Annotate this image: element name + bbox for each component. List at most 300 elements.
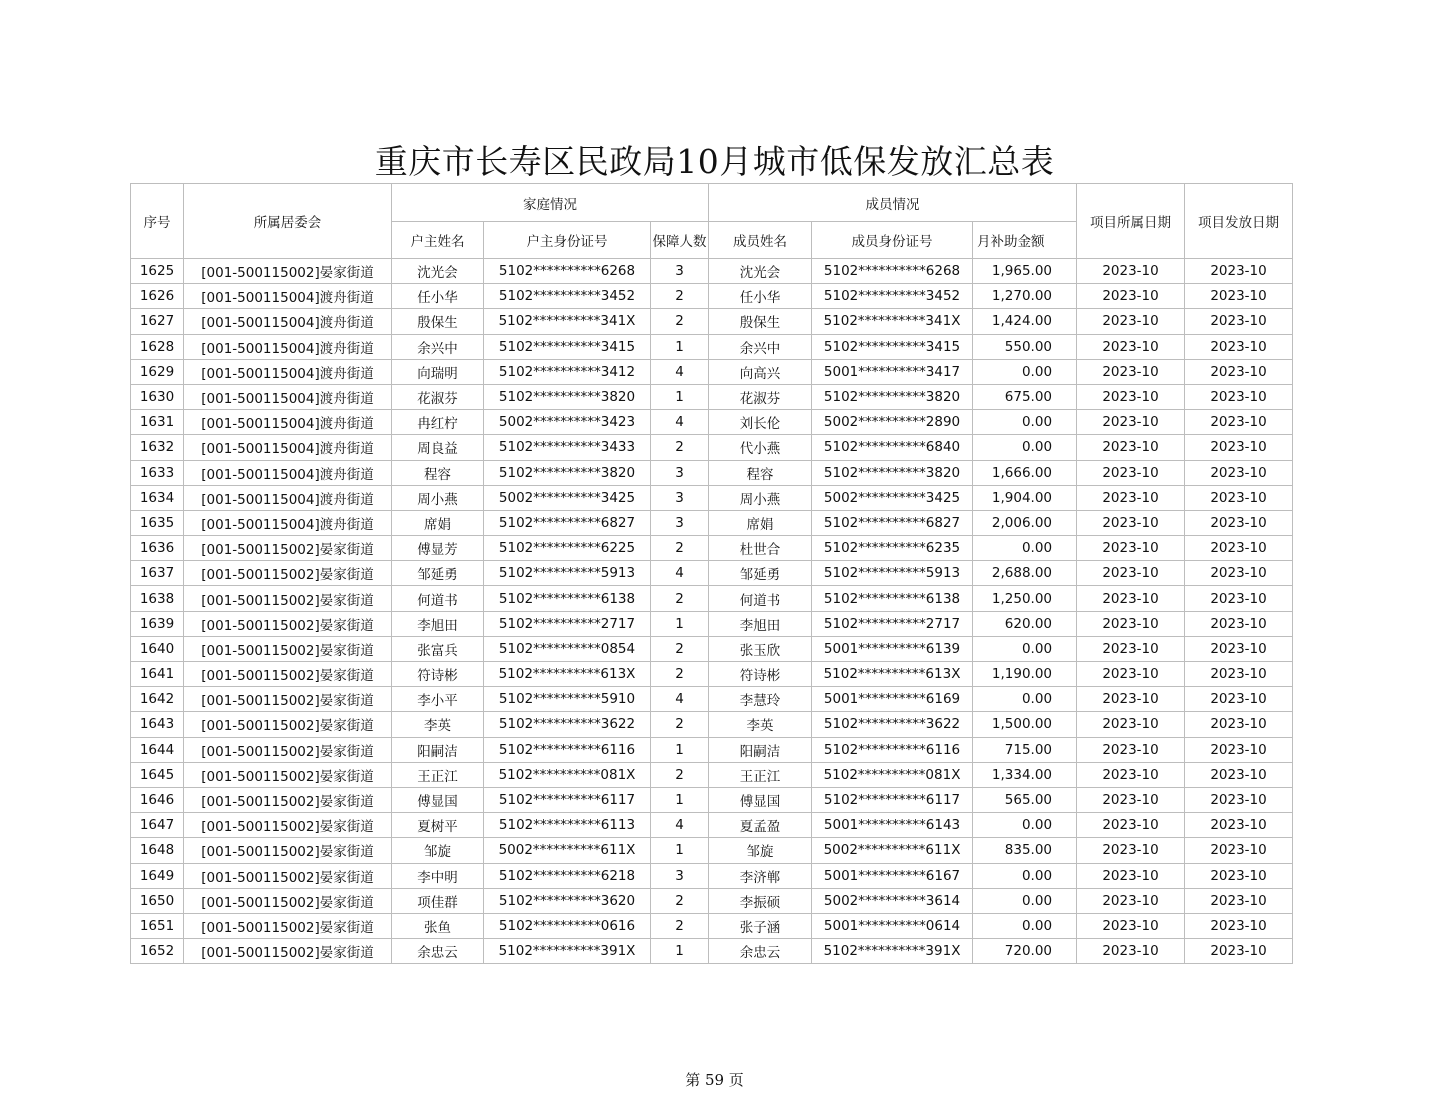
table-row (131, 712, 1293, 737)
member-name-cell: 余兴中 (709, 334, 812, 359)
header-monthly-amount: 月补助金额 (973, 222, 1077, 259)
covered-cell: 4 (651, 561, 709, 586)
member-name-cell: 向高兴 (709, 359, 812, 384)
seq-cell: 1647 (131, 813, 184, 838)
community-cell: [001-500115002]晏家街道 (184, 687, 392, 712)
issue-date-cell: 2023-10 (1185, 334, 1293, 359)
member-id-cell: 5102**********6117 (812, 787, 973, 812)
head-name-cell: 李旭田 (392, 611, 484, 636)
community-cell: [001-500115002]晏家街道 (184, 813, 392, 838)
head-id-cell: 5002**********3423 (484, 410, 651, 435)
issue-date-cell: 2023-10 (1185, 913, 1293, 938)
member-name-cell: 杜世合 (709, 536, 812, 561)
table-row (131, 259, 1293, 284)
belong-date-cell: 2023-10 (1077, 813, 1185, 838)
covered-cell: 1 (651, 939, 709, 964)
table-row (131, 687, 1293, 712)
community-cell: [001-500115002]晏家街道 (184, 662, 392, 687)
member-id-cell: 5102**********5913 (812, 561, 973, 586)
belong-date-cell: 2023-10 (1077, 712, 1185, 737)
member-id-cell: 5102**********3622 (812, 712, 973, 737)
header-member-group: 成员情况 (709, 184, 1077, 222)
head-name-cell: 阳嗣洁 (392, 737, 484, 762)
belong-date-cell: 2023-10 (1077, 259, 1185, 284)
seq-cell: 1627 (131, 309, 184, 334)
head-id-cell: 5102**********3433 (484, 435, 651, 460)
table-row (131, 410, 1293, 435)
head-id-cell: 5102**********0854 (484, 636, 651, 661)
member-id-cell: 5002**********3425 (812, 485, 973, 510)
head-name-cell: 张富兵 (392, 636, 484, 661)
community-cell: [001-500115004]渡舟街道 (184, 435, 392, 460)
issue-date-cell: 2023-10 (1185, 762, 1293, 787)
member-name-cell: 傅显国 (709, 787, 812, 812)
member-name-cell: 符诗彬 (709, 662, 812, 687)
head-name-cell: 符诗彬 (392, 662, 484, 687)
head-id-cell: 5002**********3425 (484, 485, 651, 510)
community-cell: [001-500115002]晏家街道 (184, 863, 392, 888)
amount-cell: 715.00 (973, 737, 1077, 762)
covered-cell: 4 (651, 813, 709, 838)
belong-date-cell: 2023-10 (1077, 913, 1185, 938)
covered-cell: 1 (651, 334, 709, 359)
covered-cell: 1 (651, 838, 709, 863)
header-seq: 序号 (131, 184, 184, 259)
member-name-cell: 何道书 (709, 586, 812, 611)
member-name-cell: 任小华 (709, 284, 812, 309)
issue-date-cell: 2023-10 (1185, 813, 1293, 838)
belong-date-cell: 2023-10 (1077, 410, 1185, 435)
table-row (131, 309, 1293, 334)
header-community: 所属居委会 (184, 184, 392, 259)
member-name-cell: 花淑芬 (709, 384, 812, 409)
covered-cell: 2 (651, 636, 709, 661)
head-id-cell: 5102**********613X (484, 662, 651, 687)
table-row (131, 561, 1293, 586)
member-name-cell: 李旭田 (709, 611, 812, 636)
head-id-cell: 5102**********3415 (484, 334, 651, 359)
table-row (131, 863, 1293, 888)
covered-cell: 2 (651, 309, 709, 334)
head-id-cell: 5102**********6138 (484, 586, 651, 611)
member-name-cell: 余忠云 (709, 939, 812, 964)
member-id-cell: 5102**********6268 (812, 259, 973, 284)
member-name-cell: 阳嗣洁 (709, 737, 812, 762)
member-id-cell: 5102**********3415 (812, 334, 973, 359)
head-name-cell: 李小平 (392, 687, 484, 712)
belong-date-cell: 2023-10 (1077, 485, 1185, 510)
head-id-cell: 5102**********3620 (484, 888, 651, 913)
head-name-cell: 傅显芳 (392, 536, 484, 561)
head-id-cell: 5102**********391X (484, 939, 651, 964)
member-id-cell: 5002**********3614 (812, 888, 973, 913)
header-issue-date: 项目发放日期 (1185, 184, 1293, 259)
head-id-cell: 5102**********341X (484, 309, 651, 334)
member-name-cell: 王正江 (709, 762, 812, 787)
table-row (131, 737, 1293, 762)
issue-date-cell: 2023-10 (1185, 888, 1293, 913)
member-name-cell: 殷保生 (709, 309, 812, 334)
issue-date-cell: 2023-10 (1185, 863, 1293, 888)
amount-cell: 1,965.00 (973, 259, 1077, 284)
community-cell: [001-500115002]晏家街道 (184, 762, 392, 787)
table-row (131, 460, 1293, 485)
seq-cell: 1635 (131, 510, 184, 535)
table-row (131, 334, 1293, 359)
head-id-cell: 5102**********6225 (484, 536, 651, 561)
belong-date-cell: 2023-10 (1077, 762, 1185, 787)
member-id-cell: 5102**********391X (812, 939, 973, 964)
issue-date-cell: 2023-10 (1185, 485, 1293, 510)
seq-cell: 1637 (131, 561, 184, 586)
amount-cell: 0.00 (973, 359, 1077, 384)
amount-cell: 0.00 (973, 863, 1077, 888)
community-cell: [001-500115004]渡舟街道 (184, 460, 392, 485)
member-name-cell: 李慧玲 (709, 687, 812, 712)
table-body (131, 259, 1293, 964)
table-row (131, 536, 1293, 561)
seq-cell: 1625 (131, 259, 184, 284)
seq-cell: 1630 (131, 384, 184, 409)
member-name-cell: 李济郸 (709, 863, 812, 888)
issue-date-cell: 2023-10 (1185, 460, 1293, 485)
page-title: 重庆市长寿区民政局10月城市低保发放汇总表 (374, 142, 1055, 181)
head-name-cell: 席娟 (392, 510, 484, 535)
issue-date-cell: 2023-10 (1185, 939, 1293, 964)
community-cell: [001-500115004]渡舟街道 (184, 334, 392, 359)
issue-date-cell: 2023-10 (1185, 536, 1293, 561)
head-id-cell: 5102**********6117 (484, 787, 651, 812)
table-row (131, 485, 1293, 510)
covered-cell: 1 (651, 611, 709, 636)
covered-cell: 4 (651, 687, 709, 712)
belong-date-cell: 2023-10 (1077, 838, 1185, 863)
amount-cell: 1,250.00 (973, 586, 1077, 611)
belong-date-cell: 2023-10 (1077, 662, 1185, 687)
community-cell: [001-500115002]晏家街道 (184, 259, 392, 284)
member-name-cell: 沈光会 (709, 259, 812, 284)
member-id-cell: 5102**********6840 (812, 435, 973, 460)
head-id-cell: 5102**********6218 (484, 863, 651, 888)
member-id-cell: 5102**********3820 (812, 460, 973, 485)
member-name-cell: 代小燕 (709, 435, 812, 460)
issue-date-cell: 2023-10 (1185, 636, 1293, 661)
issue-date-cell: 2023-10 (1185, 787, 1293, 812)
head-name-cell: 傅显国 (392, 787, 484, 812)
table-row (131, 636, 1293, 661)
head-name-cell: 任小华 (392, 284, 484, 309)
member-id-cell: 5102**********081X (812, 762, 973, 787)
head-id-cell: 5102**********0616 (484, 913, 651, 938)
belong-date-cell: 2023-10 (1077, 435, 1185, 460)
community-cell: [001-500115002]晏家街道 (184, 536, 392, 561)
belong-date-cell: 2023-10 (1077, 510, 1185, 535)
head-name-cell: 程容 (392, 460, 484, 485)
amount-cell: 675.00 (973, 384, 1077, 409)
seq-cell: 1648 (131, 838, 184, 863)
amount-cell: 1,904.00 (973, 485, 1077, 510)
amount-cell: 1,666.00 (973, 460, 1077, 485)
head-id-cell: 5102**********5913 (484, 561, 651, 586)
community-cell: [001-500115002]晏家街道 (184, 838, 392, 863)
member-name-cell: 席娟 (709, 510, 812, 535)
covered-cell: 2 (651, 435, 709, 460)
member-id-cell: 5002**********611X (812, 838, 973, 863)
member-name-cell: 邹旋 (709, 838, 812, 863)
member-id-cell: 5001**********6167 (812, 863, 973, 888)
head-name-cell: 余忠云 (392, 939, 484, 964)
head-name-cell: 李中明 (392, 863, 484, 888)
issue-date-cell: 2023-10 (1185, 586, 1293, 611)
seq-cell: 1651 (131, 913, 184, 938)
member-id-cell: 5102**********3452 (812, 284, 973, 309)
member-id-cell: 5002**********2890 (812, 410, 973, 435)
seq-cell: 1646 (131, 787, 184, 812)
table-row (131, 284, 1293, 309)
member-id-cell: 5102**********6116 (812, 737, 973, 762)
amount-cell: 0.00 (973, 813, 1077, 838)
belong-date-cell: 2023-10 (1077, 787, 1185, 812)
member-name-cell: 程容 (709, 460, 812, 485)
issue-date-cell: 2023-10 (1185, 410, 1293, 435)
amount-cell: 1,334.00 (973, 762, 1077, 787)
head-id-cell: 5102**********2717 (484, 611, 651, 636)
seq-cell: 1629 (131, 359, 184, 384)
header-covered: 保障人数 (651, 222, 709, 259)
head-name-cell: 项佳群 (392, 888, 484, 913)
community-cell: [001-500115002]晏家街道 (184, 586, 392, 611)
covered-cell: 1 (651, 384, 709, 409)
member-id-cell: 5102**********6827 (812, 510, 973, 535)
head-name-cell: 李英 (392, 712, 484, 737)
amount-cell: 1,424.00 (973, 309, 1077, 334)
head-id-cell: 5102**********3820 (484, 460, 651, 485)
covered-cell: 1 (651, 787, 709, 812)
head-name-cell: 殷保生 (392, 309, 484, 334)
covered-cell: 2 (651, 762, 709, 787)
head-name-cell: 冉红柠 (392, 410, 484, 435)
member-id-cell: 5102**********341X (812, 309, 973, 334)
issue-date-cell: 2023-10 (1185, 284, 1293, 309)
table-row (131, 359, 1293, 384)
member-name-cell: 张玉欣 (709, 636, 812, 661)
member-id-cell: 5102**********6235 (812, 536, 973, 561)
amount-cell: 0.00 (973, 536, 1077, 561)
issue-date-cell: 2023-10 (1185, 662, 1293, 687)
belong-date-cell: 2023-10 (1077, 636, 1185, 661)
head-name-cell: 何道书 (392, 586, 484, 611)
covered-cell: 2 (651, 712, 709, 737)
seq-cell: 1650 (131, 888, 184, 913)
head-name-cell: 张鱼 (392, 913, 484, 938)
community-cell: [001-500115004]渡舟街道 (184, 510, 392, 535)
head-name-cell: 向瑞明 (392, 359, 484, 384)
amount-cell: 1,500.00 (973, 712, 1077, 737)
belong-date-cell: 2023-10 (1077, 284, 1185, 309)
head-id-cell: 5102**********3622 (484, 712, 651, 737)
amount-cell: 0.00 (973, 636, 1077, 661)
belong-date-cell: 2023-10 (1077, 863, 1185, 888)
issue-date-cell: 2023-10 (1185, 435, 1293, 460)
table-row (131, 662, 1293, 687)
community-cell: [001-500115002]晏家街道 (184, 913, 392, 938)
amount-cell: 565.00 (973, 787, 1077, 812)
belong-date-cell: 2023-10 (1077, 359, 1185, 384)
issue-date-cell: 2023-10 (1185, 611, 1293, 636)
covered-cell: 3 (651, 485, 709, 510)
community-cell: [001-500115002]晏家街道 (184, 888, 392, 913)
issue-date-cell: 2023-10 (1185, 309, 1293, 334)
head-name-cell: 夏树平 (392, 813, 484, 838)
amount-cell: 2,688.00 (973, 561, 1077, 586)
amount-cell: 2,006.00 (973, 510, 1077, 535)
head-name-cell: 王正江 (392, 762, 484, 787)
covered-cell: 3 (651, 259, 709, 284)
belong-date-cell: 2023-10 (1077, 384, 1185, 409)
issue-date-cell: 2023-10 (1185, 687, 1293, 712)
head-id-cell: 5102**********3452 (484, 284, 651, 309)
belong-date-cell: 2023-10 (1077, 939, 1185, 964)
header-belong-date: 项目所属日期 (1077, 184, 1185, 259)
head-name-cell: 余兴中 (392, 334, 484, 359)
covered-cell: 3 (651, 460, 709, 485)
header-member-name: 成员姓名 (709, 222, 812, 259)
community-cell: [001-500115004]渡舟街道 (184, 485, 392, 510)
covered-cell: 2 (651, 536, 709, 561)
community-cell: [001-500115004]渡舟街道 (184, 384, 392, 409)
covered-cell: 3 (651, 863, 709, 888)
seq-cell: 1626 (131, 284, 184, 309)
head-name-cell: 邹旋 (392, 838, 484, 863)
issue-date-cell: 2023-10 (1185, 510, 1293, 535)
table-row (131, 838, 1293, 863)
community-cell: [001-500115002]晏家街道 (184, 737, 392, 762)
amount-cell: 1,270.00 (973, 284, 1077, 309)
community-cell: [001-500115004]渡舟街道 (184, 410, 392, 435)
belong-date-cell: 2023-10 (1077, 888, 1185, 913)
head-id-cell: 5102**********3820 (484, 384, 651, 409)
table-row (131, 888, 1293, 913)
seq-cell: 1644 (131, 737, 184, 762)
seq-cell: 1642 (131, 687, 184, 712)
seq-cell: 1649 (131, 863, 184, 888)
member-id-cell: 5102**********6138 (812, 586, 973, 611)
head-id-cell: 5102**********6827 (484, 510, 651, 535)
member-name-cell: 刘长伦 (709, 410, 812, 435)
community-cell: [001-500115002]晏家街道 (184, 561, 392, 586)
page-number: 第 59 页 (685, 1071, 744, 1089)
amount-cell: 0.00 (973, 687, 1077, 712)
header-head-name: 户主姓名 (392, 222, 484, 259)
member-name-cell: 周小燕 (709, 485, 812, 510)
amount-cell: 550.00 (973, 334, 1077, 359)
seq-cell: 1652 (131, 939, 184, 964)
seq-cell: 1638 (131, 586, 184, 611)
head-name-cell: 沈光会 (392, 259, 484, 284)
issue-date-cell: 2023-10 (1185, 737, 1293, 762)
seq-cell: 1632 (131, 435, 184, 460)
table-row (131, 813, 1293, 838)
covered-cell: 4 (651, 410, 709, 435)
belong-date-cell: 2023-10 (1077, 687, 1185, 712)
belong-date-cell: 2023-10 (1077, 586, 1185, 611)
belong-date-cell: 2023-10 (1077, 309, 1185, 334)
table-header (131, 184, 1293, 259)
member-id-cell: 5102**********2717 (812, 611, 973, 636)
head-name-cell: 邹延勇 (392, 561, 484, 586)
amount-cell: 0.00 (973, 888, 1077, 913)
header-member-id: 成员身份证号 (812, 222, 973, 259)
member-name-cell: 李振硕 (709, 888, 812, 913)
belong-date-cell: 2023-10 (1077, 334, 1185, 359)
amount-cell: 0.00 (973, 410, 1077, 435)
seq-cell: 1634 (131, 485, 184, 510)
head-id-cell: 5002**********611X (484, 838, 651, 863)
community-cell: [001-500115002]晏家街道 (184, 611, 392, 636)
seq-cell: 1641 (131, 662, 184, 687)
table-row (131, 384, 1293, 409)
community-cell: [001-500115004]渡舟街道 (184, 284, 392, 309)
member-id-cell: 5001**********0614 (812, 913, 973, 938)
amount-cell: 720.00 (973, 939, 1077, 964)
table-row (131, 510, 1293, 535)
seq-cell: 1643 (131, 712, 184, 737)
member-id-cell: 5001**********6169 (812, 687, 973, 712)
table-row (131, 787, 1293, 812)
covered-cell: 2 (651, 888, 709, 913)
issue-date-cell: 2023-10 (1185, 259, 1293, 284)
allowance-table (130, 183, 1293, 964)
covered-cell: 2 (651, 586, 709, 611)
community-cell: [001-500115002]晏家街道 (184, 636, 392, 661)
belong-date-cell: 2023-10 (1077, 536, 1185, 561)
head-name-cell: 周小燕 (392, 485, 484, 510)
belong-date-cell: 2023-10 (1077, 737, 1185, 762)
table-row (131, 762, 1293, 787)
covered-cell: 2 (651, 284, 709, 309)
belong-date-cell: 2023-10 (1077, 460, 1185, 485)
seq-cell: 1636 (131, 536, 184, 561)
member-id-cell: 5001**********6143 (812, 813, 973, 838)
member-id-cell: 5001**********3417 (812, 359, 973, 384)
covered-cell: 2 (651, 913, 709, 938)
covered-cell: 4 (651, 359, 709, 384)
covered-cell: 1 (651, 737, 709, 762)
head-id-cell: 5102**********6113 (484, 813, 651, 838)
header-head-id: 户主身份证号 (484, 222, 651, 259)
seq-cell: 1631 (131, 410, 184, 435)
table-row (131, 939, 1293, 964)
head-id-cell: 5102**********6116 (484, 737, 651, 762)
member-id-cell: 5001**********6139 (812, 636, 973, 661)
table-row (131, 586, 1293, 611)
member-name-cell: 夏孟盈 (709, 813, 812, 838)
issue-date-cell: 2023-10 (1185, 838, 1293, 863)
member-name-cell: 张子涵 (709, 913, 812, 938)
head-name-cell: 周良益 (392, 435, 484, 460)
seq-cell: 1639 (131, 611, 184, 636)
amount-cell: 835.00 (973, 838, 1077, 863)
member-name-cell: 邹延勇 (709, 561, 812, 586)
community-cell: [001-500115002]晏家街道 (184, 712, 392, 737)
covered-cell: 3 (651, 510, 709, 535)
community-cell: [001-500115002]晏家街道 (184, 939, 392, 964)
head-name-cell: 花淑芬 (392, 384, 484, 409)
table-row (131, 913, 1293, 938)
community-cell: [001-500115004]渡舟街道 (184, 309, 392, 334)
amount-cell: 0.00 (973, 435, 1077, 460)
amount-cell: 620.00 (973, 611, 1077, 636)
